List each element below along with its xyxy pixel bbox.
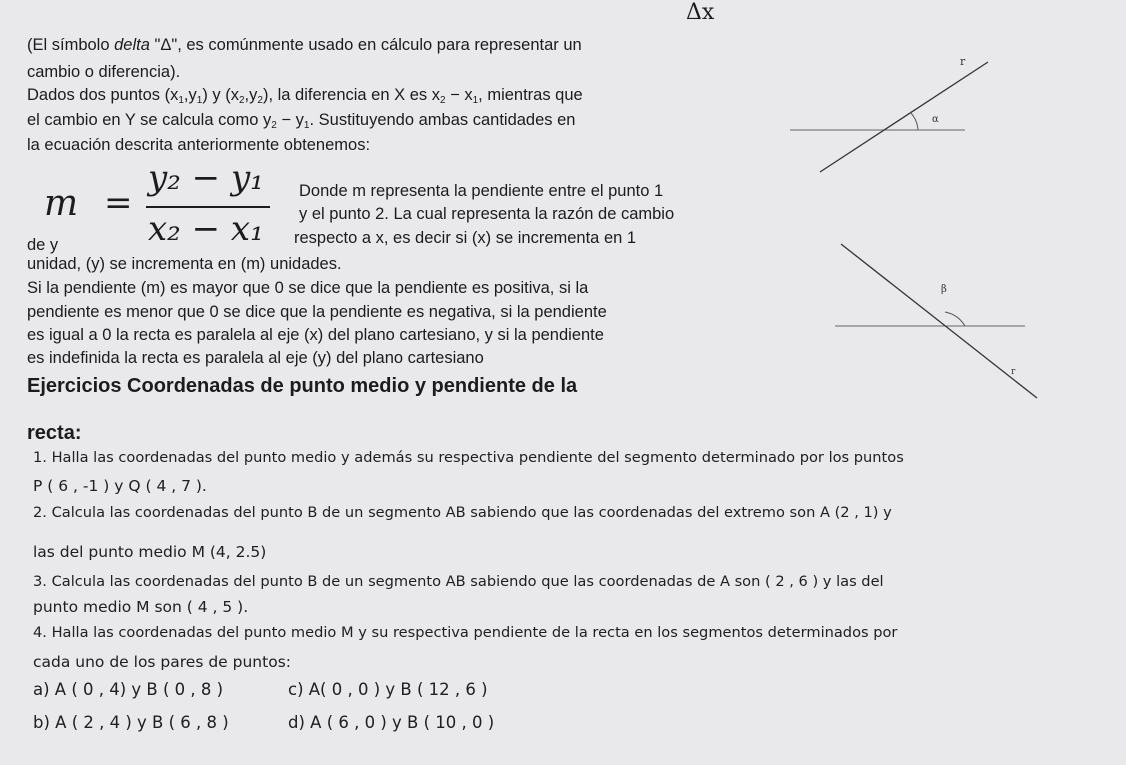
alpha-label: α — [932, 114, 939, 125]
angle-arc — [945, 312, 965, 326]
fraction-bar — [146, 206, 270, 208]
line-r — [841, 244, 1037, 398]
exercise-3-line-2: punto medio M son ( 4 , 5 ). — [33, 598, 249, 616]
section-title: Ejercicios Coordenadas de punto medio y pendiente de la — [27, 375, 578, 397]
intro-line-2: cambio o diferencia). — [27, 63, 181, 81]
explain-de-y: de y — [27, 236, 59, 254]
explain-line-8: es indefinida la recta es paralela al eje (y) del plano cartesiano — [27, 349, 484, 367]
positive-slope-diagram — [760, 40, 1000, 180]
exercise-2-line-1: 2. Calcula las coordenadas del punto B de un segmento AB sabiendo que las coordenadas del extremo son A (2 , 1) y — [33, 504, 892, 521]
explain-line-4: unidad, (y) se incrementa en (m) unidades. — [27, 255, 342, 273]
negative-slope-diagram — [805, 230, 1045, 400]
exercise-4-item-c: c) A( 0 , 0 ) y B ( 12 , 6 ) — [288, 680, 488, 699]
explain-line-3: respecto a x, es decir si (x) se incrementa en 1 — [294, 229, 637, 247]
delta-header: Δx — [686, 0, 715, 25]
line-r — [820, 62, 988, 172]
exercise-3-line-1: 3. Calcula las coordenadas del punto B de un segmento AB sabiendo que las coordenadas de A son ( 2 , 6 ) y las del — [33, 573, 884, 590]
beta-label: β — [941, 284, 947, 295]
exercise-4-item-a: a) A ( 0 , 4) y B ( 0 , 8 ) — [33, 680, 224, 699]
intro-line-3: Dados dos puntos $(x_1,y_1)$ y $(x_2,y_2)$, la diferencia en X es $x_2 - x_1$, mientras que — [27, 86, 583, 106]
explain-line-1: Donde m representa la pendiente entre el punto 1 — [299, 182, 664, 200]
exercise-4-item-d: d) A ( 6 , 0 ) y B ( 10 , 0 ) — [288, 713, 495, 732]
formula-m: m — [44, 183, 79, 224]
intro-line-5: la ecuación descrita anteriormente obtenemos: — [27, 136, 371, 154]
exercise-1-line-2: P ( 6 , -1 ) y Q ( 4 , 7 ). — [33, 477, 207, 495]
exercise-1-line-1: 1. Halla las coordenadas del punto medio y además su respectiva pendiente del segmento determinado por los puntos — [33, 449, 904, 466]
exercise-4-line-1: 4. Halla las coordenadas del punto medio M y su respectiva pendiente de la recta en los segmentos determinados por — [33, 624, 898, 641]
explain-line-2: y el punto 2. La cual representa la razón de cambio — [299, 205, 675, 223]
formula-denominator: x₂ − x₁ — [148, 209, 264, 249]
intro-line-4: el cambio en Y se calcula como $y_2 - y_1$. Sustituyendo ambas cantidades en — [27, 111, 576, 131]
explain-line-7: es igual a 0 la recta es paralela al eje (x) del plano cartesiano, y si la pendiente — [27, 326, 604, 344]
formula-numerator: y₂ − y₁ — [148, 158, 264, 198]
line-r-label: r — [1011, 367, 1016, 377]
angle-arc — [910, 112, 918, 130]
section-title-cont: recta: — [27, 422, 82, 444]
exercise-4-item-b: b) A ( 2 , 4 ) y B ( 6 , 8 ) — [33, 713, 229, 732]
intro-line-1: (El símbolo delta "Δ", es comúnmente usado en cálculo para representar un — [27, 36, 582, 54]
formula-equals: = — [104, 183, 133, 223]
explain-line-5: Si la pendiente (m) es mayor que 0 se dice que la pendiente es positiva, si la — [27, 279, 589, 297]
exercise-4-line-2: cada uno de los pares de puntos: — [33, 653, 291, 671]
explain-line-6: pendiente es menor que 0 se dice que la pendiente es negativa, si la pendiente — [27, 303, 607, 321]
line-r-label: r — [960, 55, 966, 68]
exercise-2-line-2: las del punto medio M (4, 2.5) — [33, 543, 267, 561]
